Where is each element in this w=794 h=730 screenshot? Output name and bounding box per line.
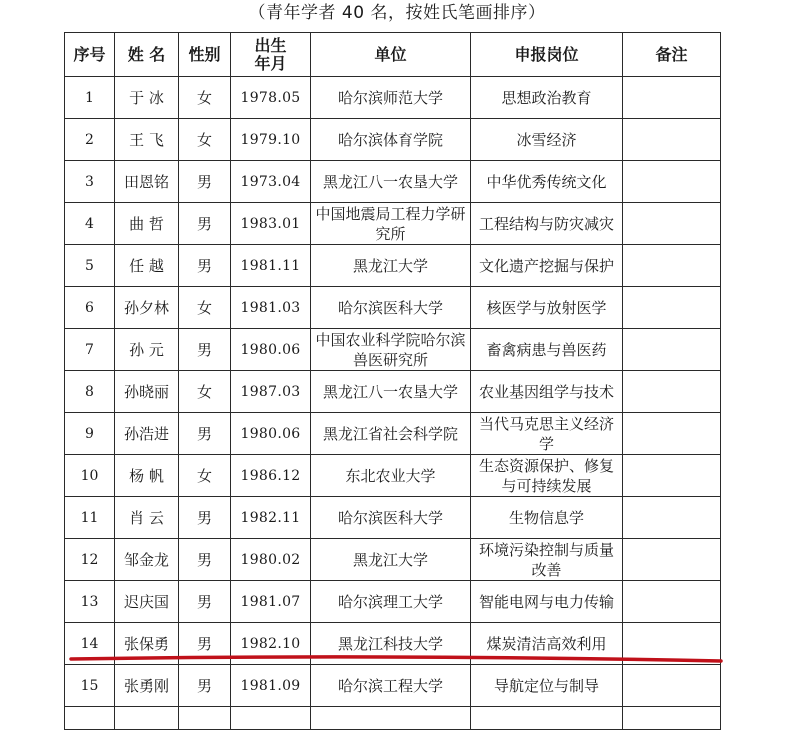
- cell-index: 3: [65, 161, 115, 203]
- header-birth: [231, 33, 311, 77]
- cell-name: 孙浩进: [115, 413, 179, 455]
- cell-index: 9: [65, 413, 115, 455]
- cell-name: 孙晓丽: [115, 371, 179, 413]
- cell-remarks: [623, 371, 721, 413]
- cell-remarks: [623, 581, 721, 623]
- cell-empty: [179, 707, 231, 730]
- cell-gender: 女: [179, 119, 231, 161]
- cell-position: 导航定位与制导: [471, 665, 623, 707]
- cell-index: 6: [65, 287, 115, 329]
- table-row: [65, 245, 721, 287]
- cell-position: 生物信息学: [471, 497, 623, 539]
- cell-gender: 男: [179, 161, 231, 203]
- cell-index: 2: [65, 119, 115, 161]
- cell-name: 邹金龙: [115, 539, 179, 581]
- cell-unit: 哈尔滨体育学院: [311, 119, 471, 161]
- cell-empty: [65, 707, 115, 730]
- cell-birth: 1981.11: [231, 245, 311, 287]
- table-row: [65, 455, 721, 497]
- table-row: [65, 497, 721, 539]
- header-row: [65, 33, 721, 77]
- cell-gender: 男: [179, 497, 231, 539]
- cell-unit: 哈尔滨工程大学: [311, 665, 471, 707]
- cell-name: 迟庆国: [115, 581, 179, 623]
- cell-birth: 1981.07: [231, 581, 311, 623]
- cell-birth: 1983.01: [231, 203, 311, 245]
- table-row: [65, 581, 721, 623]
- cell-position: 生态资源保护、修复与可持续发展: [471, 455, 623, 497]
- cell-birth: 1980.02: [231, 539, 311, 581]
- cell-position: 畜禽病患与兽医药: [471, 329, 623, 371]
- header-remarks: 备注: [623, 33, 721, 77]
- header-index: 序号: [65, 33, 115, 77]
- cell-index: 14: [65, 623, 115, 665]
- table-row: [65, 161, 721, 203]
- cell-empty: [311, 707, 471, 730]
- cell-gender: 男: [179, 245, 231, 287]
- scholar-roster-table: [64, 32, 721, 730]
- cell-remarks: [623, 665, 721, 707]
- cell-gender: 男: [179, 203, 231, 245]
- cell-name: 张保勇: [115, 623, 179, 665]
- cell-remarks: [623, 77, 721, 119]
- header-position: 申报岗位: [471, 33, 623, 77]
- table-row: [65, 287, 721, 329]
- cell-unit: 中国地震局工程力学研究所: [311, 203, 471, 245]
- cell-empty: [623, 707, 721, 730]
- cell-birth: 1980.06: [231, 413, 311, 455]
- cell-gender: 男: [179, 581, 231, 623]
- cell-remarks: [623, 413, 721, 455]
- cell-unit: 黑龙江八一农垦大学: [311, 371, 471, 413]
- table-row: [65, 539, 721, 581]
- cell-unit: 黑龙江大学: [311, 245, 471, 287]
- table-row: [65, 371, 721, 413]
- cell-remarks: [623, 203, 721, 245]
- cell-birth: 1981.09: [231, 665, 311, 707]
- cell-remarks: [623, 623, 721, 665]
- cell-index: 15: [65, 665, 115, 707]
- cell-index: 10: [65, 455, 115, 497]
- cell-unit: 哈尔滨理工大学: [311, 581, 471, 623]
- cell-position: 工程结构与防灾减灾: [471, 203, 623, 245]
- cell-unit: 东北农业大学: [311, 455, 471, 497]
- table-row-partial: [65, 707, 721, 730]
- cell-remarks: [623, 245, 721, 287]
- cell-index: 13: [65, 581, 115, 623]
- cell-remarks: [623, 329, 721, 371]
- table-row: [65, 203, 721, 245]
- cell-position: 环境污染控制与质量改善: [471, 539, 623, 581]
- table-row: [65, 119, 721, 161]
- header-name: 姓 名: [115, 33, 179, 77]
- cell-gender: 男: [179, 623, 231, 665]
- cell-index: 4: [65, 203, 115, 245]
- cell-position: 农业基因组学与技术: [471, 371, 623, 413]
- cell-unit: 哈尔滨医科大学: [311, 497, 471, 539]
- table-row: [65, 665, 721, 707]
- cell-birth: 1978.05: [231, 77, 311, 119]
- cell-unit: 黑龙江科技大学: [311, 623, 471, 665]
- cell-birth: 1980.06: [231, 329, 311, 371]
- cell-remarks: [623, 287, 721, 329]
- cell-name: 田恩铭: [115, 161, 179, 203]
- cell-birth: 1979.10: [231, 119, 311, 161]
- cell-unit: 黑龙江省社会科学院: [311, 413, 471, 455]
- table-row: [65, 623, 721, 665]
- cell-name: 王 飞: [115, 119, 179, 161]
- header-unit: 单位: [311, 33, 471, 77]
- cell-remarks: [623, 161, 721, 203]
- table-row: [65, 413, 721, 455]
- cell-index: 5: [65, 245, 115, 287]
- cell-position: 煤炭清洁高效利用: [471, 623, 623, 665]
- cell-index: 7: [65, 329, 115, 371]
- cell-gender: 女: [179, 371, 231, 413]
- table-caption: （青年学者 40 名，按姓氏笔画排序）: [248, 3, 546, 23]
- cell-remarks: [623, 539, 721, 581]
- cell-name: 孙 元: [115, 329, 179, 371]
- cell-unit: 黑龙江八一农垦大学: [311, 161, 471, 203]
- header-gender: 性别: [179, 33, 231, 77]
- table-row: [65, 329, 721, 371]
- roster-body: [65, 77, 721, 730]
- cell-empty: [115, 707, 179, 730]
- cell-name: 任 越: [115, 245, 179, 287]
- cell-index: 8: [65, 371, 115, 413]
- cell-position: 中华优秀传统文化: [471, 161, 623, 203]
- cell-birth: 1986.12: [231, 455, 311, 497]
- cell-name: 于 冰: [115, 77, 179, 119]
- cell-remarks: [623, 119, 721, 161]
- cell-unit: 哈尔滨医科大学: [311, 287, 471, 329]
- cell-index: 1: [65, 77, 115, 119]
- cell-unit: 哈尔滨师范大学: [311, 77, 471, 119]
- cell-name: 孙夕林: [115, 287, 179, 329]
- cell-empty: [471, 707, 623, 730]
- cell-birth: 1987.03: [231, 371, 311, 413]
- cell-remarks: [623, 455, 721, 497]
- cell-remarks: [623, 497, 721, 539]
- cell-unit: 黑龙江大学: [311, 539, 471, 581]
- cell-position: 智能电网与电力传输: [471, 581, 623, 623]
- cell-position: 冰雪经济: [471, 119, 623, 161]
- cell-position: 思想政治教育: [471, 77, 623, 119]
- cell-gender: 女: [179, 455, 231, 497]
- header-birth-line2: 年月: [254, 53, 287, 73]
- cell-birth: 1973.04: [231, 161, 311, 203]
- table-row: [65, 77, 721, 119]
- cell-birth: 1982.10: [231, 623, 311, 665]
- cell-gender: 男: [179, 665, 231, 707]
- cell-name: 肖 云: [115, 497, 179, 539]
- cell-unit: 中国农业科学院哈尔滨兽医研究所: [311, 329, 471, 371]
- cell-position: 当代马克思主义经济学: [471, 413, 623, 455]
- cell-gender: 女: [179, 287, 231, 329]
- cell-index: 12: [65, 539, 115, 581]
- cell-gender: 男: [179, 413, 231, 455]
- cell-name: 杨 帆: [115, 455, 179, 497]
- cell-name: 曲 哲: [115, 203, 179, 245]
- cell-index: 11: [65, 497, 115, 539]
- cell-position: 核医学与放射医学: [471, 287, 623, 329]
- header-birth-line1: 出生: [254, 35, 287, 55]
- cell-birth: 1981.03: [231, 287, 311, 329]
- cell-name: 张勇刚: [115, 665, 179, 707]
- cell-birth: 1982.11: [231, 497, 311, 539]
- cell-gender: 男: [179, 539, 231, 581]
- cell-gender: 男: [179, 329, 231, 371]
- cell-position: 文化遗产挖掘与保护: [471, 245, 623, 287]
- cell-empty: [231, 707, 311, 730]
- cell-gender: 女: [179, 77, 231, 119]
